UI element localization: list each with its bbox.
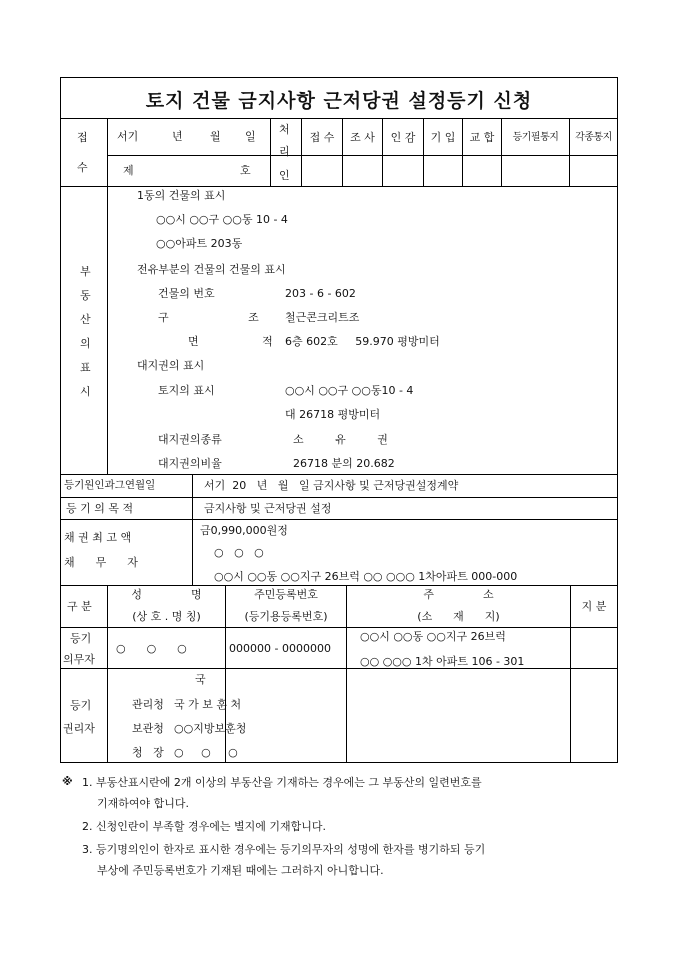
building-heading: 1동의 건물의 표시 [137, 189, 226, 202]
debtor-name: ○ ○ ○ [214, 546, 264, 559]
note-3b: 부상에 주민등록번호가 기재된 때에는 그러하지 아니합니다. [97, 864, 384, 877]
process-label-2: 리 [279, 145, 290, 158]
obligor-address-2: ○○ ○○○ 1차 아파트 106 - 301 [360, 655, 525, 668]
side-label-1: 부 [80, 265, 91, 278]
side-label-2: 동 [80, 289, 91, 302]
exclusive-heading: 전유부분의 건물의 건물의 표시 [137, 263, 286, 276]
obligee-label-2: 권리자 [63, 722, 95, 735]
date-month: 월 [210, 130, 221, 143]
obligor-id: 000000 - 0000000 [229, 642, 331, 655]
land-area: 대 26718 평방미터 [285, 408, 381, 421]
form-title: 토지 건물 금지사항 근저당권 설정등기 신청 [145, 90, 533, 112]
col-seal: 인 감 [390, 131, 416, 144]
agency-value: 국 가 보 훈 처 [174, 698, 242, 711]
header-category: 구 분 [67, 600, 92, 613]
obligor-label-2: 의무자 [63, 653, 95, 666]
date-year: 년 [172, 130, 183, 143]
obligor-label-1: 등기 [70, 632, 92, 645]
side-label-3: 산 [80, 313, 91, 326]
head-label: 청 장 [132, 746, 164, 759]
debtor-address: ○○시 ○○동 ○○지구 26브럭 ○○ ○○○ 1차아파트 000-000 [214, 570, 518, 583]
exclusive-value-area: 6층 602호 59.970 평방미터 [285, 335, 440, 348]
process-label-3: 인 [279, 169, 290, 182]
obligee-label-1: 등기 [70, 699, 92, 712]
purpose-label: 등 기 의 목 적 [66, 502, 134, 515]
date-era: 서기 [117, 130, 139, 143]
exclusive-value-structure: 철근콘크리트조 [285, 311, 360, 324]
right-type-label: 대지권의종류 [158, 433, 222, 446]
agency-label: 관리청 [132, 698, 164, 711]
date-day: 일 [245, 130, 256, 143]
building-address: ○○시 ○○구 ○○동 10 - 4 [156, 213, 288, 226]
right-ratio-value: 26718 분의 20.682 [293, 457, 395, 470]
side-label-5: 표 [80, 361, 91, 374]
number-suffix: 호 [240, 164, 251, 177]
side-label-4: 의 [80, 337, 91, 350]
land-label: 토지의 표시 [158, 384, 215, 397]
obligor-name: ○ ○ ○ [116, 642, 187, 655]
reception-label-2: 수 [77, 161, 88, 174]
note-1a: 1. 부동산표시란에 2개 이상의 부동산을 기재하는 경우에는 그 부동산의 일련번호를 [82, 776, 482, 789]
col-reception: 접 수 [309, 131, 335, 144]
note-mark: ※ [62, 775, 73, 788]
note-2: 2. 신청인란이 부족할 경우에는 별지에 기재합니다. [82, 820, 326, 833]
custodian-label: 보관청 [132, 722, 164, 735]
header-address-top: 주 소 [423, 588, 494, 601]
head-value: ○ ○ ○ [174, 746, 238, 759]
header-id-bottom: (등기용등록번호) [244, 610, 328, 623]
land-heading: 대지권의 표시 [137, 359, 205, 372]
col-completion-notice: 등기필통지 [512, 132, 559, 143]
header-id-top: 주민등록번호 [254, 588, 318, 601]
header-name-bottom: (상 호 . 명 칭) [132, 610, 201, 623]
cause-value: 서기 20 년 월 일 금지사항 및 근저당권설정계약 [204, 479, 459, 492]
col-inspection: 조 사 [350, 131, 375, 144]
exclusive-label-area: 면 적 [188, 335, 303, 348]
header-address-bottom: (소 재 지) [417, 610, 500, 623]
obligee-name: 국 [195, 673, 206, 686]
purpose-value: 금지사항 및 근저당권 설정 [204, 502, 332, 515]
note-3a: 3. 등기명의인이 한자로 표시한 경우에는 등기의무자의 성명에 한자를 병기하되 등기 [82, 843, 486, 856]
number-prefix: 제 [123, 164, 134, 177]
process-label-1: 처 [279, 123, 290, 136]
reception-label-1: 접 [77, 131, 88, 144]
obligor-address-1: ○○시 ○○동 ○○지구 26브럭 [360, 630, 506, 643]
building-name: ○○아파트 203동 [156, 237, 243, 250]
right-ratio-label: 대지권의비율 [158, 457, 222, 470]
exclusive-label-number: 건물의 번호 [158, 287, 215, 300]
note-1b: 기재하여야 합니다. [97, 797, 190, 810]
maximum-amount: 금0,990,000원정 [200, 524, 288, 537]
header-share: 지 분 [581, 600, 607, 613]
maximum-label: 채 권 최 고 액 [64, 531, 132, 544]
col-collation: 교 합 [469, 131, 495, 144]
col-various-notice: 각종통지 [575, 132, 612, 143]
custodian-value: ○○지방보훈청 [174, 722, 247, 735]
land-address: ○○시 ○○구 ○○동10 - 4 [285, 384, 414, 397]
cause-label: 등기원인과그연월일 [64, 479, 156, 491]
side-label-6: 시 [80, 385, 91, 398]
exclusive-value-number: 203 - 6 - 602 [285, 287, 356, 300]
right-type-value: 소 유 권 [293, 433, 402, 446]
col-entry: 기 입 [430, 131, 456, 144]
debtor-label: 채 무 자 [64, 556, 138, 569]
header-name-top: 성 명 [131, 588, 202, 601]
exclusive-label-structure: 구 조 [158, 311, 297, 324]
